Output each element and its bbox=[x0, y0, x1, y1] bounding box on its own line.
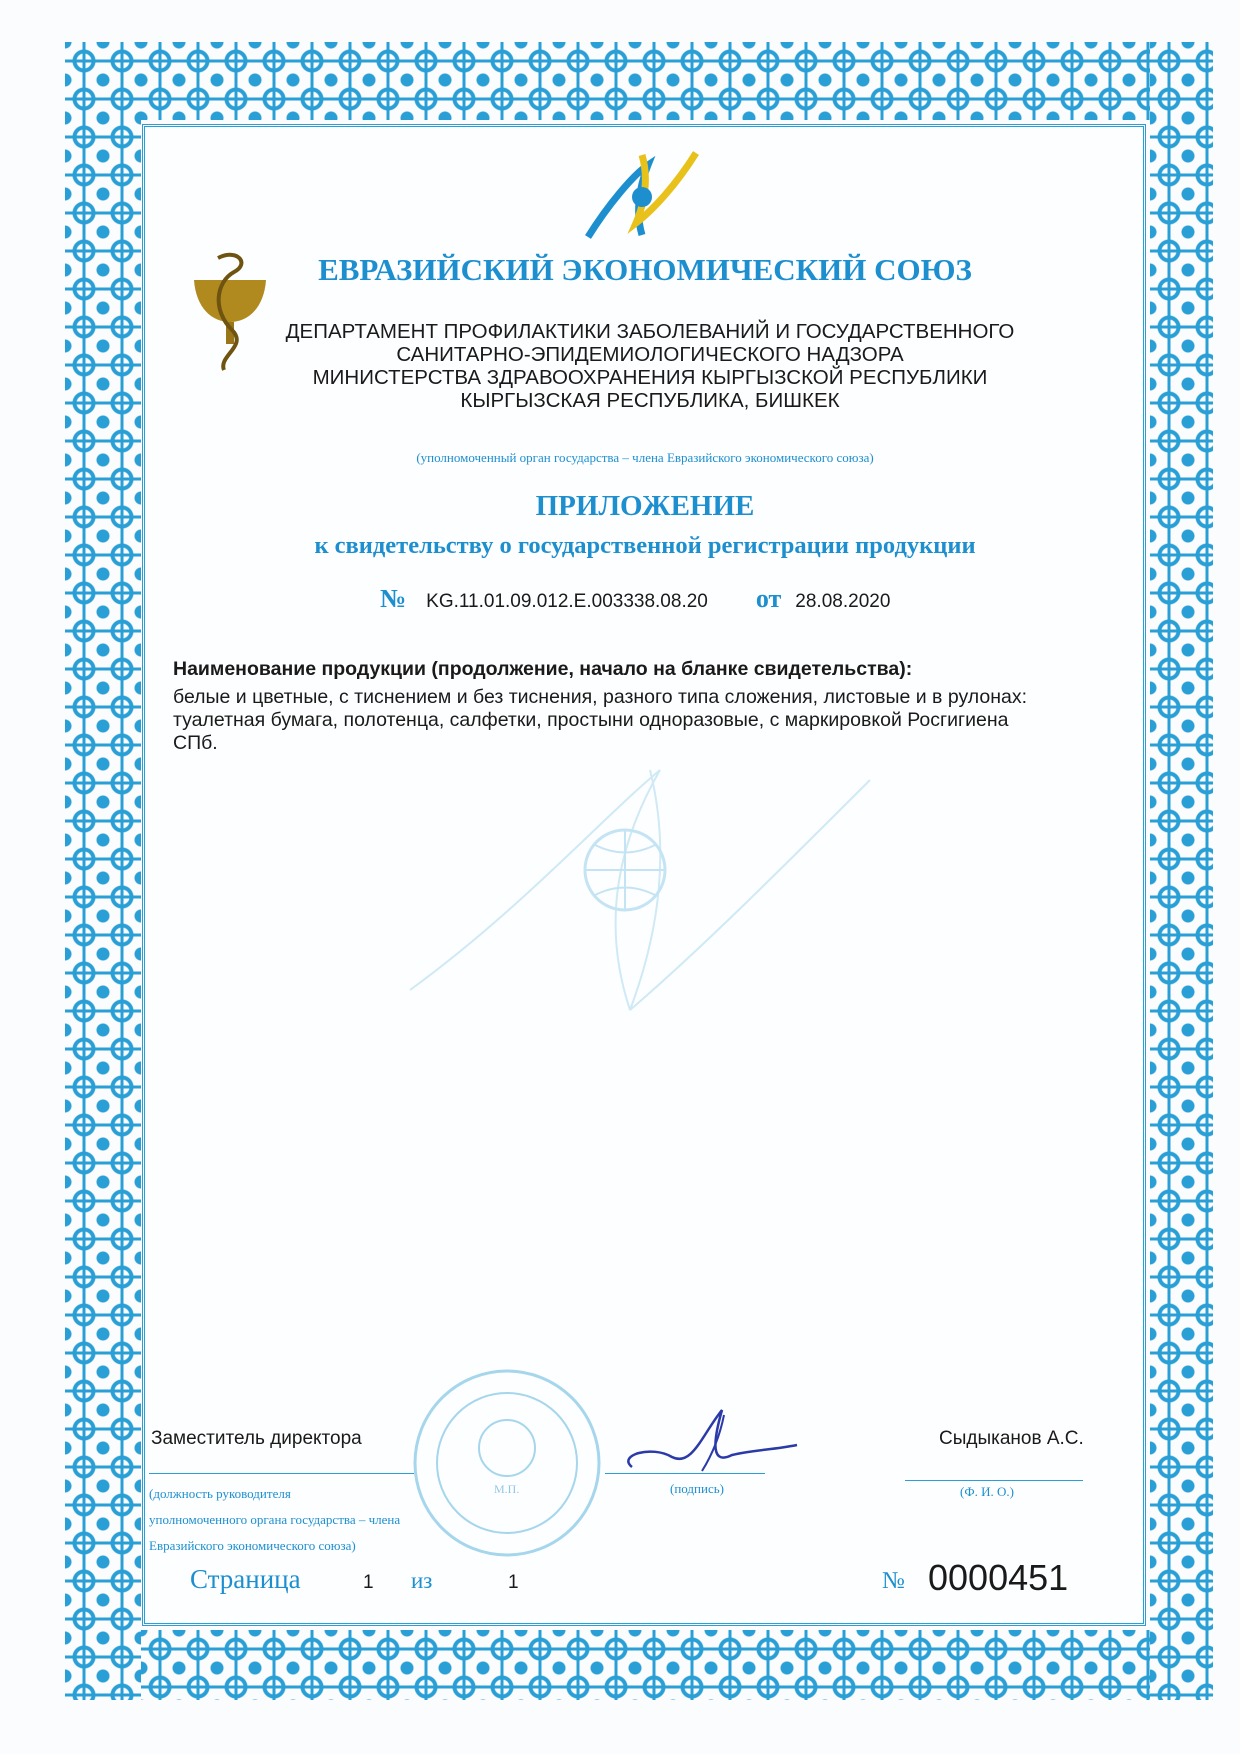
certificate-date: 28.08.2020 bbox=[795, 591, 891, 612]
page-label: Страница bbox=[190, 1564, 301, 1594]
annex-subtitle: к свидетельству о государственной регистрации продукции bbox=[314, 532, 976, 559]
official-stamp-icon bbox=[412, 1368, 602, 1558]
department-name bbox=[240, 320, 1060, 412]
department-line: КЫРГЫЗСКАЯ РЕСПУБЛИКА, БИШКЕК bbox=[460, 389, 840, 412]
department-line: САНИТАРНО-ЭПИДЕМИОЛОГИЧЕСКОГО НАДЗОРА bbox=[396, 343, 904, 366]
page-current: 1 bbox=[363, 1572, 374, 1593]
authority-note: (уполномоченный орган государства – члена Евразийского экономического союза) bbox=[416, 450, 874, 465]
certificate-number-line bbox=[380, 584, 890, 614]
serial-label: № bbox=[882, 1568, 905, 1594]
position-caption bbox=[149, 1481, 400, 1559]
eaeu-watermark-icon bbox=[400, 760, 880, 1020]
certificate-number: KG.11.01.09.012.E.003338.08.20 bbox=[426, 591, 708, 612]
of-label: из bbox=[411, 1568, 433, 1593]
page-total: 1 bbox=[508, 1572, 519, 1593]
serial-number: 0000451 bbox=[928, 1557, 1069, 1598]
product-description bbox=[173, 686, 1113, 755]
signatory-position: Заместитель директора bbox=[151, 1428, 362, 1449]
eaeu-logo-icon bbox=[578, 145, 706, 243]
caption-line: Евразийского экономического союза) bbox=[149, 1538, 356, 1553]
signature-caption: (подпись) bbox=[670, 1481, 724, 1496]
caption-line: (должность руководителя bbox=[149, 1486, 291, 1501]
annex-title: ПРИЛОЖЕНИЕ bbox=[535, 490, 755, 522]
signatory-name: Сыдыканов А.С. bbox=[939, 1428, 1084, 1449]
caption-line: уполномоченного органа государства – члена bbox=[149, 1512, 401, 1527]
ornamental-border-right bbox=[1150, 42, 1213, 1700]
product-heading: Наименование продукции (продолжение, начало на бланке свидетельства): bbox=[173, 658, 913, 680]
date-label: от bbox=[755, 584, 782, 613]
description-line: СПб. bbox=[173, 732, 218, 754]
union-title: ЕВРАЗИЙСКИЙ ЭКОНОМИЧЕСКИЙ СОЮЗ bbox=[318, 252, 972, 287]
stamp-mark: М.П. bbox=[494, 1482, 520, 1496]
ornamental-border-top bbox=[65, 42, 1213, 120]
number-label: № bbox=[380, 584, 407, 613]
department-line: МИНИСТЕРСТВА ЗДРАВООХРАНЕНИЯ КЫРГЫЗСКОЙ РЕСПУБЛИКИ bbox=[312, 366, 988, 389]
description-line: туалетная бумага, полотенца, салфетки, простыни одноразовые, с маркировкой Росгигиена bbox=[173, 709, 1009, 731]
ornamental-border-bottom bbox=[65, 1630, 1213, 1700]
name-caption: (Ф. И. О.) bbox=[960, 1484, 1014, 1499]
ornamental-border-left bbox=[65, 42, 141, 1700]
department-line: ДЕПАРТАМЕНТ ПРОФИЛАКТИКИ ЗАБОЛЕВАНИЙ И ГОСУДАРСТВЕННОГО bbox=[285, 320, 1015, 343]
description-line: белые и цветные, с тиснением и без тиснения, разного типа сложения, листовые и в рулонах: bbox=[173, 686, 1027, 708]
